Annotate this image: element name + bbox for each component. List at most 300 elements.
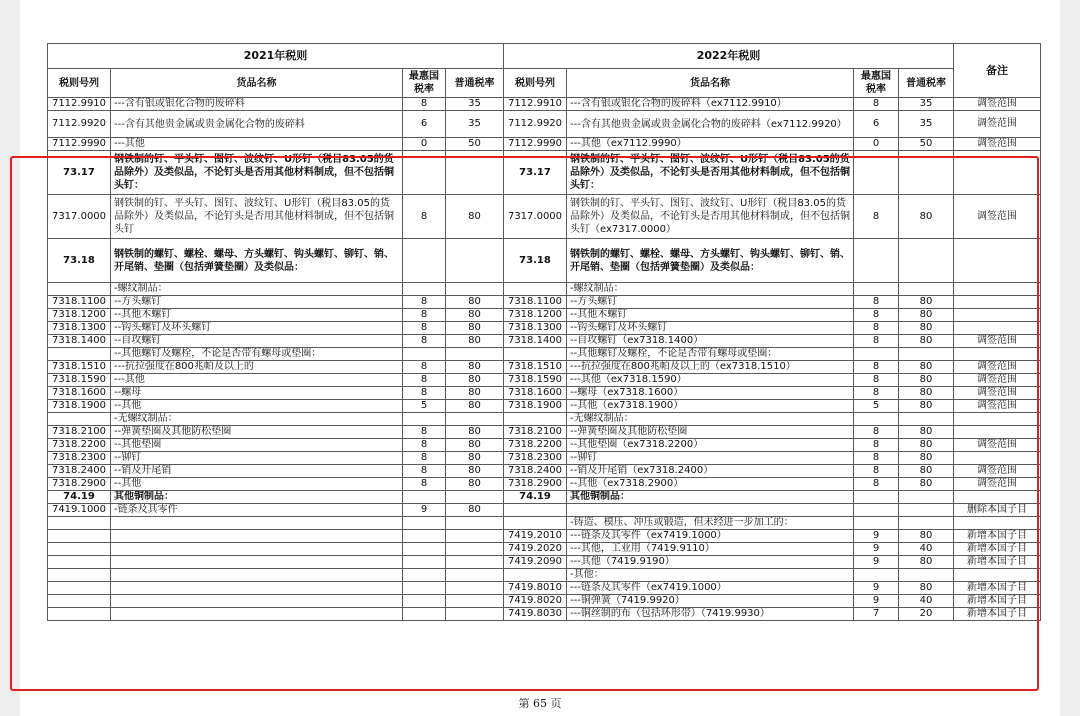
cell-mfn-2021: 8 [403, 335, 446, 348]
cell-name-2021: 其他铜制品： [111, 491, 403, 504]
cell-mfn-2021: 8 [403, 309, 446, 322]
cell-mfn-2022: 9 [854, 543, 899, 556]
cell-name-2021: 钢铁制的钉、平头钉、图钉、波纹钉、U形钉（税目83.05的货品除外）及类似品，不论钉头是否用其他材料制成，但不包括铜头钉 [111, 195, 403, 239]
table-row [48, 374, 1041, 387]
cell-general-2021: 80 [446, 504, 504, 517]
cell-mfn-2022: 8 [854, 374, 899, 387]
cell-code-2021 [48, 556, 111, 569]
cell-remark [954, 309, 1041, 322]
cell-mfn-2021: 8 [403, 439, 446, 452]
cell-mfn-2021: 8 [403, 452, 446, 465]
cell-general-2021 [446, 595, 504, 608]
cell-name-2022: 钢铁制的钉、平头钉、图钉、波纹钉、U形钉（税目83.05的货品除外）及类似品，不论钉头是否用其他材料制成，但不包括铜头钉（ex7317.0000） [567, 195, 854, 239]
cell-general-2021: 80 [446, 195, 504, 239]
cell-remark [954, 517, 1041, 530]
cell-general-2022: 80 [899, 556, 954, 569]
cell-code-2022: 7318.2300 [504, 452, 567, 465]
cell-name-2021: --其他 [111, 400, 403, 413]
cell-name-2021: -螺纹制品： [111, 283, 403, 296]
cell-name-2022: ---链条及其零件（ex7419.1000） [567, 530, 854, 543]
page-number: 第 65 页 [518, 697, 562, 710]
document-page [20, 0, 1060, 716]
cell-mfn-2021: 8 [403, 478, 446, 491]
cell-general-2021 [446, 530, 504, 543]
cell-general-2022 [899, 504, 954, 517]
cell-general-2022 [899, 239, 954, 283]
table-row [48, 439, 1041, 452]
cell-mfn-2022: 7 [854, 608, 899, 621]
cell-mfn-2021: 8 [403, 195, 446, 239]
cell-general-2021: 80 [446, 452, 504, 465]
cell-name-2022: ---抗拉强度在800兆帕及以上的（ex7318.1510） [567, 361, 854, 374]
cell-general-2021: 80 [446, 361, 504, 374]
cell-mfn-2022: 8 [854, 426, 899, 439]
cell-name-2021: --自攻螺钉 [111, 335, 403, 348]
cell-mfn-2022 [854, 413, 899, 426]
cell-code-2022: 7419.2090 [504, 556, 567, 569]
cell-general-2021: 80 [446, 387, 504, 400]
cell-general-2021: 80 [446, 296, 504, 309]
cell-name-2022: ---铜丝制的布（包括环形带）（7419.9930） [567, 608, 854, 621]
cell-remark: 调签范围 [954, 439, 1041, 452]
table-row [48, 504, 1041, 517]
table-row [48, 491, 1041, 504]
cell-remark: 新增本国子目 [954, 595, 1041, 608]
cell-mfn-2022 [854, 151, 899, 195]
table-row [48, 283, 1041, 296]
cell-mfn-2022: 9 [854, 582, 899, 595]
table-row [48, 595, 1041, 608]
cell-mfn-2021: 8 [403, 387, 446, 400]
cell-remark [954, 322, 1041, 335]
cell-remark: 新增本国子目 [954, 543, 1041, 556]
cell-mfn-2021: 5 [403, 400, 446, 413]
cell-code-2021: 7112.9920 [48, 111, 111, 138]
cell-general-2022: 50 [899, 138, 954, 151]
cell-general-2022: 80 [899, 296, 954, 309]
cell-mfn-2021 [403, 491, 446, 504]
cell-name-2021 [111, 595, 403, 608]
cell-mfn-2022: 9 [854, 595, 899, 608]
table-row [48, 195, 1041, 239]
cell-remark [954, 426, 1041, 439]
cell-mfn-2021: 8 [403, 322, 446, 335]
cell-general-2021: 50 [446, 138, 504, 151]
header-general-2022: 普通税率 [899, 69, 954, 98]
cell-general-2022 [899, 151, 954, 195]
cell-general-2022: 35 [899, 111, 954, 138]
table-row [48, 239, 1041, 283]
cell-general-2022: 80 [899, 361, 954, 374]
cell-general-2021 [446, 582, 504, 595]
cell-mfn-2021 [403, 517, 446, 530]
cell-name-2022: -铸造、模压、冲压或锻造，但未经进一步加工的： [567, 517, 854, 530]
cell-general-2021: 80 [446, 439, 504, 452]
cell-general-2022: 80 [899, 582, 954, 595]
cell-mfn-2022: 6 [854, 111, 899, 138]
cell-code-2021 [48, 569, 111, 582]
cell-name-2022: --其他木螺钉 [567, 309, 854, 322]
table-row [48, 556, 1041, 569]
cell-remark: 调签范围 [954, 374, 1041, 387]
table-row [48, 543, 1041, 556]
cell-remark: 调签范围 [954, 478, 1041, 491]
cell-code-2021 [48, 543, 111, 556]
cell-name-2022: ---其他，工业用（7419.9110） [567, 543, 854, 556]
cell-general-2021: 80 [446, 426, 504, 439]
cell-code-2021: 74.19 [48, 491, 111, 504]
cell-code-2022 [504, 283, 567, 296]
cell-general-2021: 35 [446, 111, 504, 138]
cell-code-2021 [48, 348, 111, 361]
cell-name-2021: --铆钉 [111, 452, 403, 465]
table-row [48, 478, 1041, 491]
cell-code-2021 [48, 283, 111, 296]
cell-mfn-2022: 8 [854, 387, 899, 400]
cell-mfn-2022: 8 [854, 309, 899, 322]
cell-general-2022 [899, 569, 954, 582]
table-row [48, 322, 1041, 335]
cell-remark: 调签范围 [954, 111, 1041, 138]
table-row [48, 413, 1041, 426]
cell-name-2021 [111, 517, 403, 530]
cell-code-2021 [48, 608, 111, 621]
cell-code-2021: 7318.2400 [48, 465, 111, 478]
cell-code-2021: 73.17 [48, 151, 111, 195]
cell-code-2021: 7318.1600 [48, 387, 111, 400]
cell-remark: 新增本国子目 [954, 608, 1041, 621]
cell-remark: 调签范围 [954, 361, 1041, 374]
cell-name-2022 [567, 504, 854, 517]
cell-code-2021: 7318.2900 [48, 478, 111, 491]
header-name-2022: 货品名称 [567, 69, 854, 98]
cell-code-2021 [48, 595, 111, 608]
cell-code-2022: 7318.1600 [504, 387, 567, 400]
cell-general-2022: 80 [899, 465, 954, 478]
cell-code-2022: 7112.9920 [504, 111, 567, 138]
cell-name-2022: -无螺纹制品： [567, 413, 854, 426]
cell-code-2022: 7318.2900 [504, 478, 567, 491]
cell-code-2022: 7112.9990 [504, 138, 567, 151]
cell-name-2021: --其他木螺钉 [111, 309, 403, 322]
cell-general-2021: 80 [446, 478, 504, 491]
cell-mfn-2021 [403, 556, 446, 569]
header-row-columns [48, 69, 1041, 98]
cell-code-2021: 7318.2300 [48, 452, 111, 465]
cell-mfn-2022: 8 [854, 478, 899, 491]
cell-name-2022: --方头螺钉 [567, 296, 854, 309]
cell-mfn-2022: 8 [854, 322, 899, 335]
cell-general-2021 [446, 491, 504, 504]
cell-mfn-2022 [854, 517, 899, 530]
cell-name-2021: --其他 [111, 478, 403, 491]
cell-code-2021 [48, 530, 111, 543]
cell-code-2021: 7318.2200 [48, 439, 111, 452]
table-row [48, 569, 1041, 582]
cell-general-2022: 80 [899, 400, 954, 413]
cell-mfn-2022: 8 [854, 439, 899, 452]
cell-mfn-2022 [854, 239, 899, 283]
cell-general-2021 [446, 151, 504, 195]
cell-general-2022: 35 [899, 98, 954, 111]
table-row [48, 151, 1041, 195]
cell-code-2022 [504, 504, 567, 517]
cell-name-2021: --钩头螺钉及环头螺钉 [111, 322, 403, 335]
cell-mfn-2021 [403, 283, 446, 296]
cell-mfn-2021 [403, 595, 446, 608]
cell-general-2021 [446, 543, 504, 556]
cell-code-2022: 7318.1900 [504, 400, 567, 413]
cell-remark [954, 413, 1041, 426]
cell-general-2021 [446, 283, 504, 296]
cell-name-2022: --其他螺钉及螺栓，不论是否带有螺母或垫圈： [567, 348, 854, 361]
table-row [48, 400, 1041, 413]
cell-code-2022: 7419.2010 [504, 530, 567, 543]
cell-code-2021: 7318.1590 [48, 374, 111, 387]
cell-mfn-2022: 8 [854, 98, 899, 111]
cell-code-2022 [504, 569, 567, 582]
cell-code-2022: 7419.2020 [504, 543, 567, 556]
cell-code-2021 [48, 413, 111, 426]
cell-remark: 新增本国子目 [954, 556, 1041, 569]
cell-remark [954, 296, 1041, 309]
cell-general-2022: 80 [899, 309, 954, 322]
cell-remark [954, 491, 1041, 504]
cell-remark: 调签范围 [954, 138, 1041, 151]
cell-mfn-2021 [403, 151, 446, 195]
cell-mfn-2021: 8 [403, 98, 446, 111]
cell-mfn-2022: 8 [854, 195, 899, 239]
cell-code-2021: 7419.1000 [48, 504, 111, 517]
cell-code-2022 [504, 348, 567, 361]
cell-mfn-2021: 8 [403, 465, 446, 478]
cell-mfn-2022 [854, 569, 899, 582]
cell-code-2022: 7318.1100 [504, 296, 567, 309]
cell-code-2021: 7318.1400 [48, 335, 111, 348]
cell-mfn-2021: 8 [403, 374, 446, 387]
cell-name-2022: ---链条及其零件（ex7419.1000） [567, 582, 854, 595]
cell-mfn-2021: 8 [403, 426, 446, 439]
cell-mfn-2021 [403, 543, 446, 556]
cell-code-2022: 7318.1400 [504, 335, 567, 348]
cell-remark: 调签范围 [954, 195, 1041, 239]
cell-general-2022 [899, 348, 954, 361]
cell-remark: 调签范围 [954, 98, 1041, 111]
cell-name-2021: ---其他 [111, 374, 403, 387]
cell-name-2022: ---其他（7419.9190） [567, 556, 854, 569]
header-name-2021: 货品名称 [111, 69, 403, 98]
cell-code-2021: 7112.9910 [48, 98, 111, 111]
table-row [48, 335, 1041, 348]
cell-code-2022: 7419.8030 [504, 608, 567, 621]
cell-code-2021: 7318.1100 [48, 296, 111, 309]
cell-name-2022: 钢铁制的螺钉、螺栓、螺母、方头螺钉、钩头螺钉、铆钉、销、开尾销、垫圈（包括弹簧垫圈）及类似品： [567, 239, 854, 283]
cell-name-2021: -无螺纹制品： [111, 413, 403, 426]
cell-remark [954, 569, 1041, 582]
cell-name-2022: -螺纹制品： [567, 283, 854, 296]
cell-name-2022: ---含有银或银化合物的废碎料（ex7112.9910） [567, 98, 854, 111]
cell-name-2021: --销及开尾销 [111, 465, 403, 478]
cell-mfn-2022: 0 [854, 138, 899, 151]
cell-mfn-2022: 8 [854, 465, 899, 478]
cell-name-2021 [111, 608, 403, 621]
cell-general-2022: 40 [899, 595, 954, 608]
cell-remark [954, 151, 1041, 195]
cell-general-2022: 80 [899, 195, 954, 239]
cell-name-2021 [111, 569, 403, 582]
cell-mfn-2022 [854, 348, 899, 361]
cell-name-2022: ---含有其他贵金属或贵金属化合物的废碎料（ex7112.9920） [567, 111, 854, 138]
cell-code-2022: 7112.9910 [504, 98, 567, 111]
cell-remark: 新增本国子目 [954, 530, 1041, 543]
cell-mfn-2021 [403, 413, 446, 426]
cell-mfn-2021 [403, 348, 446, 361]
cell-code-2022: 7318.1590 [504, 374, 567, 387]
cell-general-2022: 80 [899, 530, 954, 543]
cell-code-2022: 73.17 [504, 151, 567, 195]
cell-general-2021: 80 [446, 374, 504, 387]
header-mfn-2021: 最惠国税率 [403, 69, 446, 98]
cell-general-2022: 40 [899, 543, 954, 556]
cell-remark [954, 239, 1041, 283]
cell-mfn-2021: 0 [403, 138, 446, 151]
cell-general-2021 [446, 239, 504, 283]
cell-mfn-2022 [854, 504, 899, 517]
header-2022: 2022年税则 [504, 44, 954, 69]
cell-code-2022: 7318.1200 [504, 309, 567, 322]
cell-mfn-2022: 8 [854, 452, 899, 465]
cell-remark: 调签范围 [954, 400, 1041, 413]
cell-general-2022 [899, 517, 954, 530]
cell-mfn-2021: 8 [403, 361, 446, 374]
header-row-years [48, 44, 1041, 69]
header-code-2021: 税则号列 [48, 69, 111, 98]
cell-name-2022: --钩头螺钉及环头螺钉 [567, 322, 854, 335]
cell-name-2022: 钢铁制的钉、平头钉、图钉、波纹钉、U形钉（税目83.05的货品除外）及类似品，不论钉头是否用其他材料制成，但不包括铜头钉： [567, 151, 854, 195]
cell-name-2022: --自攻螺钉（ex7318.1400） [567, 335, 854, 348]
table-row [48, 348, 1041, 361]
table-row [48, 138, 1041, 151]
cell-name-2021: --其他垫圈 [111, 439, 403, 452]
cell-name-2021: ---其他 [111, 138, 403, 151]
cell-mfn-2022: 8 [854, 361, 899, 374]
table-row [48, 426, 1041, 439]
cell-mfn-2021: 8 [403, 296, 446, 309]
cell-general-2022: 80 [899, 478, 954, 491]
cell-mfn-2022 [854, 283, 899, 296]
cell-remark: 调签范围 [954, 387, 1041, 400]
cell-general-2021 [446, 556, 504, 569]
table-row [48, 361, 1041, 374]
header-mfn-2022: 最惠国税率 [854, 69, 899, 98]
cell-general-2022: 80 [899, 335, 954, 348]
cell-remark [954, 452, 1041, 465]
table-row [48, 309, 1041, 322]
cell-code-2021: 7317.0000 [48, 195, 111, 239]
cell-remark [954, 283, 1041, 296]
cell-mfn-2021 [403, 582, 446, 595]
cell-mfn-2022: 8 [854, 335, 899, 348]
cell-name-2022: --其他（ex7318.1900） [567, 400, 854, 413]
header-2021: 2021年税则 [48, 44, 504, 69]
cell-code-2022: 7318.2200 [504, 439, 567, 452]
table-row [48, 387, 1041, 400]
cell-name-2021 [111, 556, 403, 569]
cell-name-2022: 其他铜制品： [567, 491, 854, 504]
cell-name-2022: --螺母（ex7318.1600） [567, 387, 854, 400]
cell-general-2022: 20 [899, 608, 954, 621]
cell-general-2021: 80 [446, 322, 504, 335]
cell-general-2021 [446, 569, 504, 582]
cell-general-2021 [446, 413, 504, 426]
cell-mfn-2021 [403, 608, 446, 621]
cell-code-2022: 7318.2100 [504, 426, 567, 439]
table-row [48, 530, 1041, 543]
cell-general-2022: 80 [899, 387, 954, 400]
cell-mfn-2021: 6 [403, 111, 446, 138]
cell-name-2021: --弹簧垫圈及其他防松垫圈 [111, 426, 403, 439]
cell-remark: 调签范围 [954, 465, 1041, 478]
cell-general-2021 [446, 608, 504, 621]
cell-code-2022: 7318.2400 [504, 465, 567, 478]
cell-general-2022: 80 [899, 439, 954, 452]
table-row [48, 98, 1041, 111]
cell-general-2022: 80 [899, 374, 954, 387]
table-row [48, 452, 1041, 465]
cell-name-2021 [111, 582, 403, 595]
cell-mfn-2022: 5 [854, 400, 899, 413]
cell-code-2022: 73.18 [504, 239, 567, 283]
cell-general-2021: 80 [446, 335, 504, 348]
header-general-2021: 普通税率 [446, 69, 504, 98]
cell-name-2021: ---含有银或银化合物的废碎料 [111, 98, 403, 111]
table-row [48, 111, 1041, 138]
cell-mfn-2022: 9 [854, 556, 899, 569]
cell-code-2021: 73.18 [48, 239, 111, 283]
cell-general-2022: 80 [899, 426, 954, 439]
cell-mfn-2022 [854, 491, 899, 504]
cell-remark [954, 348, 1041, 361]
cell-name-2021: -链条及其零件 [111, 504, 403, 517]
cell-mfn-2021 [403, 530, 446, 543]
cell-mfn-2021 [403, 569, 446, 582]
tariff-table [47, 43, 1041, 621]
cell-general-2022 [899, 413, 954, 426]
table-row [48, 582, 1041, 595]
cell-name-2021: --其他螺钉及螺栓，不论是否带有螺母或垫圈： [111, 348, 403, 361]
cell-name-2021: 钢铁制的螺钉、螺栓、螺母、方头螺钉、钩头螺钉、铆钉、销、开尾销、垫圈（包括弹簧垫圈）及类似品： [111, 239, 403, 283]
cell-name-2022: --销及开尾销（ex7318.2400） [567, 465, 854, 478]
cell-code-2021: 7318.1510 [48, 361, 111, 374]
cell-general-2022: 80 [899, 322, 954, 335]
cell-mfn-2021 [403, 239, 446, 283]
cell-name-2022: --铆钉 [567, 452, 854, 465]
cell-name-2022: ---铜弹簧（7419.9920） [567, 595, 854, 608]
cell-mfn-2022: 9 [854, 530, 899, 543]
cell-code-2021: 7318.1900 [48, 400, 111, 413]
cell-code-2022: 7318.1510 [504, 361, 567, 374]
cell-general-2021 [446, 517, 504, 530]
cell-code-2022: 7419.8010 [504, 582, 567, 595]
cell-remark: 调签范围 [954, 335, 1041, 348]
table-row [48, 608, 1041, 621]
cell-remark: 新增本国子目 [954, 582, 1041, 595]
cell-general-2021: 35 [446, 98, 504, 111]
cell-code-2022: 7317.0000 [504, 195, 567, 239]
table-row [48, 517, 1041, 530]
cell-code-2022: 7318.1300 [504, 322, 567, 335]
cell-mfn-2022: 8 [854, 296, 899, 309]
